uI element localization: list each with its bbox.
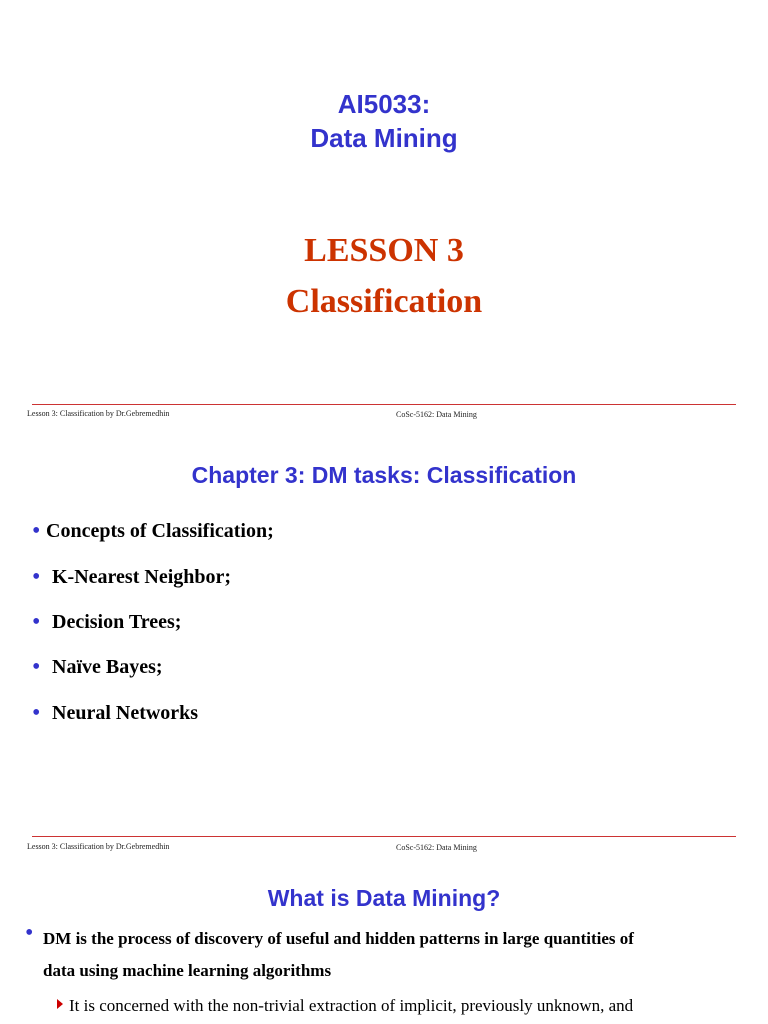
course-code: AI5033: [337, 89, 431, 119]
footer-rule [32, 404, 736, 405]
course-name: Data Mining [310, 123, 458, 153]
bullet-icon: • [25, 920, 34, 946]
section-title: What is Data Mining? [267, 885, 501, 911]
list-item [32, 562, 231, 592]
list-item [32, 516, 274, 546]
bullet-text: Neural Networks [52, 701, 199, 724]
footer-center-text: CoSc-5162: Data Mining [396, 410, 477, 419]
footer-left-text: Lesson 3: Classification by Dr.Gebremedhin [27, 842, 170, 851]
paragraph-line: DM is the process of discovery of useful and hidden patterns in large quantities of [43, 929, 634, 948]
bullet-text: Concepts of Classification; [46, 519, 274, 542]
list-item [32, 698, 198, 728]
lesson-number: LESSON 3 [304, 232, 464, 269]
bullet-text: Naïve Bayes; [52, 655, 163, 678]
bullet-icon: • [32, 700, 41, 726]
sub-bullet-text: It is concerned with the non-trivial extraction of implicit, previously unknown, and [69, 996, 634, 1015]
paragraph-line: data using machine learning algorithms [43, 961, 332, 980]
bullet-icon: • [32, 654, 41, 680]
bullet-icon: • [32, 609, 41, 635]
chapter-title: Chapter 3: DM tasks: Classification [191, 462, 577, 488]
footer-center-text: CoSc-5162: Data Mining [396, 843, 477, 852]
bullet-icon: • [32, 564, 41, 590]
footer-left-text: Lesson 3: Classification by Dr.Gebremedhin [27, 409, 170, 418]
list-item [32, 607, 181, 637]
list-item [32, 652, 163, 682]
footer-rule [32, 836, 736, 837]
lesson-topic: Classification [285, 283, 483, 320]
bullet-text: Decision Trees; [52, 610, 182, 633]
bullet-icon: • [32, 518, 41, 544]
arrow-bullet-icon [57, 999, 63, 1009]
bullet-text: K-Nearest Neighbor; [52, 565, 232, 588]
